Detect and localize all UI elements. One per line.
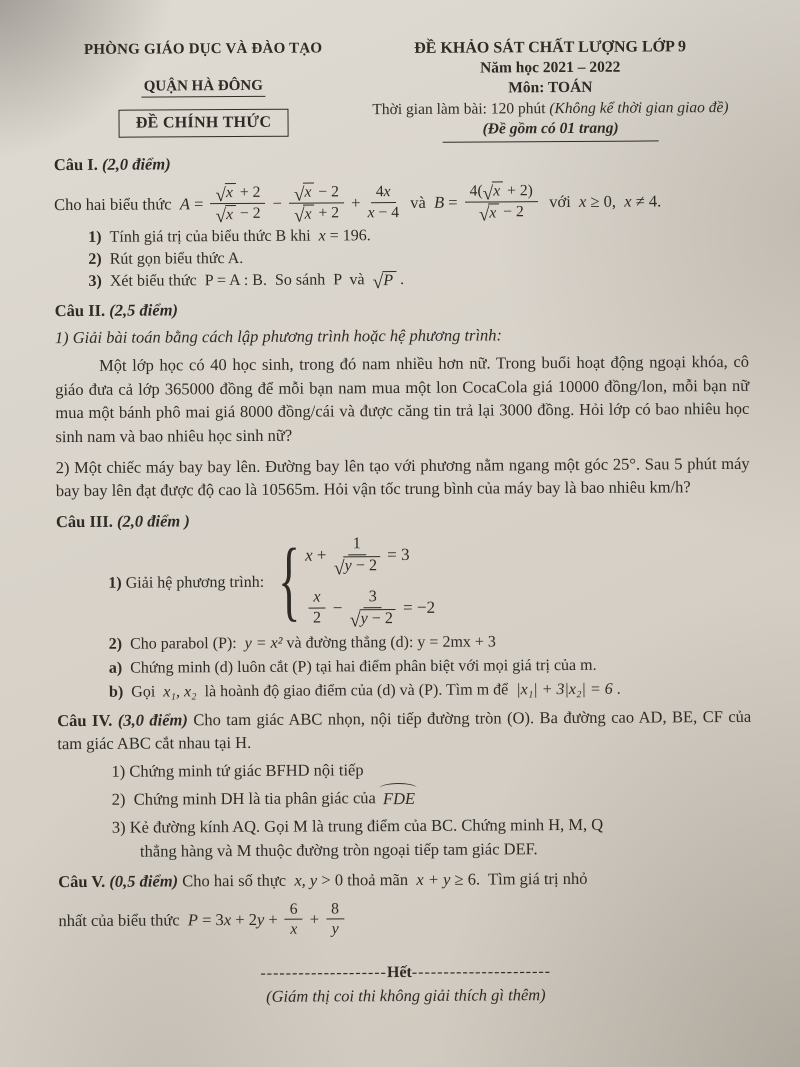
section-4-item-3-line-1: 3) Kẻ đường kính AQ. Gọi M là trung điểm của BC. Chứng minh H, M, Q: [111, 815, 604, 838]
duration-line: [353, 99, 747, 119]
department-name: PHÒNG GIÁO DỤC VÀ ĐÀO TẠO: [83, 40, 323, 58]
section-4-item-2: [112, 783, 752, 812]
item-text: Chứng minh (d) luôn cắt (P) tại hai điểm phân biệt với mọi giá trị của m.: [130, 656, 597, 677]
section-2-problem-1: Một lớp học có 40 học sinh, trong đó nam nhiều hơn nữ. Trong buổi hoạt động ngoại khóa, cô giáo đưa cả lớp 365000 đồng để mỗi bạn nam mua một lon CocaCola giá 10000 đồng/lon, mỗi bạn nữ mua một bánh phô mai giá 8000 đồng/cái và được căng tin trả lại 3000 đồng. Hỏi lớp có bao nhiêu học sinh nam và bao nhiêu học sinh nữ?: [55, 352, 750, 446]
item-label: 1): [108, 574, 122, 592]
section-5-line-2: [58, 898, 752, 940]
section-1-item-2: [88, 246, 748, 268]
section-1-item-3: [88, 268, 748, 294]
het-label: Hết: [386, 963, 412, 981]
section-5-label: Câu V.: [58, 872, 106, 892]
item-1-lead: [108, 573, 264, 592]
roots-condition: Gọi x₁, x₂ là hoành độ giao điểm của (d) và (P). Tìm m để |x₁| + 3|x₂| = 6 .: [131, 680, 621, 701]
page-count-note: (Đề gồm có 01 trang): [443, 119, 659, 142]
section-2-heading: [55, 294, 749, 322]
system-of-equations: { x + 1 √ y − 2 = 3 x 2 − 3 √ y − 2 = −2: [277, 529, 436, 632]
section-3-points: (2,0 điểm ): [112, 511, 190, 531]
parabola-line: Cho parabol (P): y = x² và đường thẳng (d): y = 2mx + 3: [130, 633, 496, 653]
dashes-left: --------------------: [260, 963, 388, 982]
section-4-intro: [57, 705, 751, 756]
item-label: 2): [108, 635, 123, 653]
section-3-heading: [56, 506, 750, 534]
section-3-label: Câu III.: [55, 511, 113, 532]
duration-text: Thời gian làm bài: 120 phút: [372, 100, 550, 119]
section-1-heading: [54, 149, 748, 177]
section-4-item-1: 1) Chứng minh tứ giác BFHD nội tiếp: [111, 759, 364, 781]
page-content: [53, 38, 753, 1008]
item-label: 2): [88, 250, 102, 268]
exam-header: [53, 38, 748, 145]
section-2-points: (2,5 điểm): [105, 299, 179, 320]
item-text: Tính giá trị của biểu thức B khi x = 196.: [109, 226, 371, 246]
duration-note: (Không kể thời gian giao đề): [549, 99, 729, 118]
item-label: b): [108, 683, 124, 701]
section-2-subtask-1: 1) Giải bài toán bằng cách lập phương trình hoặc hệ phương trình:: [54, 325, 503, 348]
district-name: QUẬN HÀ ĐÔNG: [142, 78, 265, 98]
proctor-note: (Giám thị coi thi không giải thích gì thêm): [266, 984, 546, 1006]
section-1-formula: [53, 180, 748, 228]
section-4-text: Cho tam giác ABC nhọn, nội tiếp đường tròn (O). Ba đường cao AD, BE, CF của tam giác ABC cắt nhau tại H.: [57, 706, 752, 754]
item-label: 3): [88, 272, 102, 290]
section-2-label: Câu II.: [54, 300, 106, 320]
section-4-label: Câu IV.: [57, 710, 113, 730]
section-3-item-2b: [109, 680, 751, 702]
exam-title: ĐỀ KHẢO SÁT CHẤT LƯỢNG LỚP 9: [414, 38, 687, 57]
section-4-points: (3,0 điểm): [112, 709, 194, 730]
section-3-item-2a: [109, 656, 751, 678]
school-year: Năm học 2021 – 2022: [479, 58, 621, 77]
item-text: Rút gọn biểu thức A.: [109, 249, 244, 268]
section-5-points: (0,5 điểm): [105, 871, 183, 892]
header-left-block: [53, 40, 354, 145]
section-1-label: Câu I.: [53, 154, 98, 175]
item-label: 1): [88, 228, 102, 246]
section-3-item-2: [109, 632, 751, 654]
section-1-item-1: [88, 224, 748, 246]
header-right-block: [353, 38, 748, 143]
item-text: Xét biểu thức P = A : B. So sánh P và √ P .: [109, 271, 405, 294]
subject-line: Môn: TOÁN: [508, 78, 593, 97]
section-5-line-1: [58, 866, 752, 894]
angle-bisector-line: 2) Chứng minh DH là tia phân giác của FDE: [112, 785, 419, 812]
item-label: a): [108, 659, 123, 677]
footer: [59, 962, 753, 1008]
item-text: Giải hệ phương trình:: [125, 573, 265, 592]
official-exam-box: ĐỀ CHÍNH THỨC: [119, 109, 289, 138]
section-2-problem-2: 2) Một chiếc máy bay bay lên. Đường bay lên tạo với phương nằm ngang một góc 25°. Sau 5 phút máy bay bay lên đạt được độ cao là 10565m. Hỏi vận tốc trung bình của máy bay là bao nhiêu km/h?: [55, 453, 750, 501]
section-4-item-3-line-2: thẳng hàng và M thuộc đường tròn ngoại tiếp tam giác DEF.: [139, 838, 538, 861]
expression-a-b: Cho hai biểu thức A = √ x + 2 √ x − 2 − √ x − 2 √ x + 2 + 4 x x − 4 và B = 4( √ x + 2) √ x − 2 với x ≥ 0, x ≠ 4.: [53, 182, 662, 228]
section-1-points: (2,0 điểm): [97, 154, 171, 174]
end-separator: [59, 962, 753, 984]
dashes-right: ----------------------: [411, 962, 552, 981]
min-expression: nhất của biểu thức P = 3 x + 2 y + $\frac{6}{x}$ + $\frac{8}{y}$: [58, 900, 347, 940]
section-3-item-1: [108, 529, 751, 632]
section-5-text: Cho hai số thực x, y > 0 thoả mãn x + y ≥ 6. Tìm giá trị nhỏ: [182, 869, 588, 891]
